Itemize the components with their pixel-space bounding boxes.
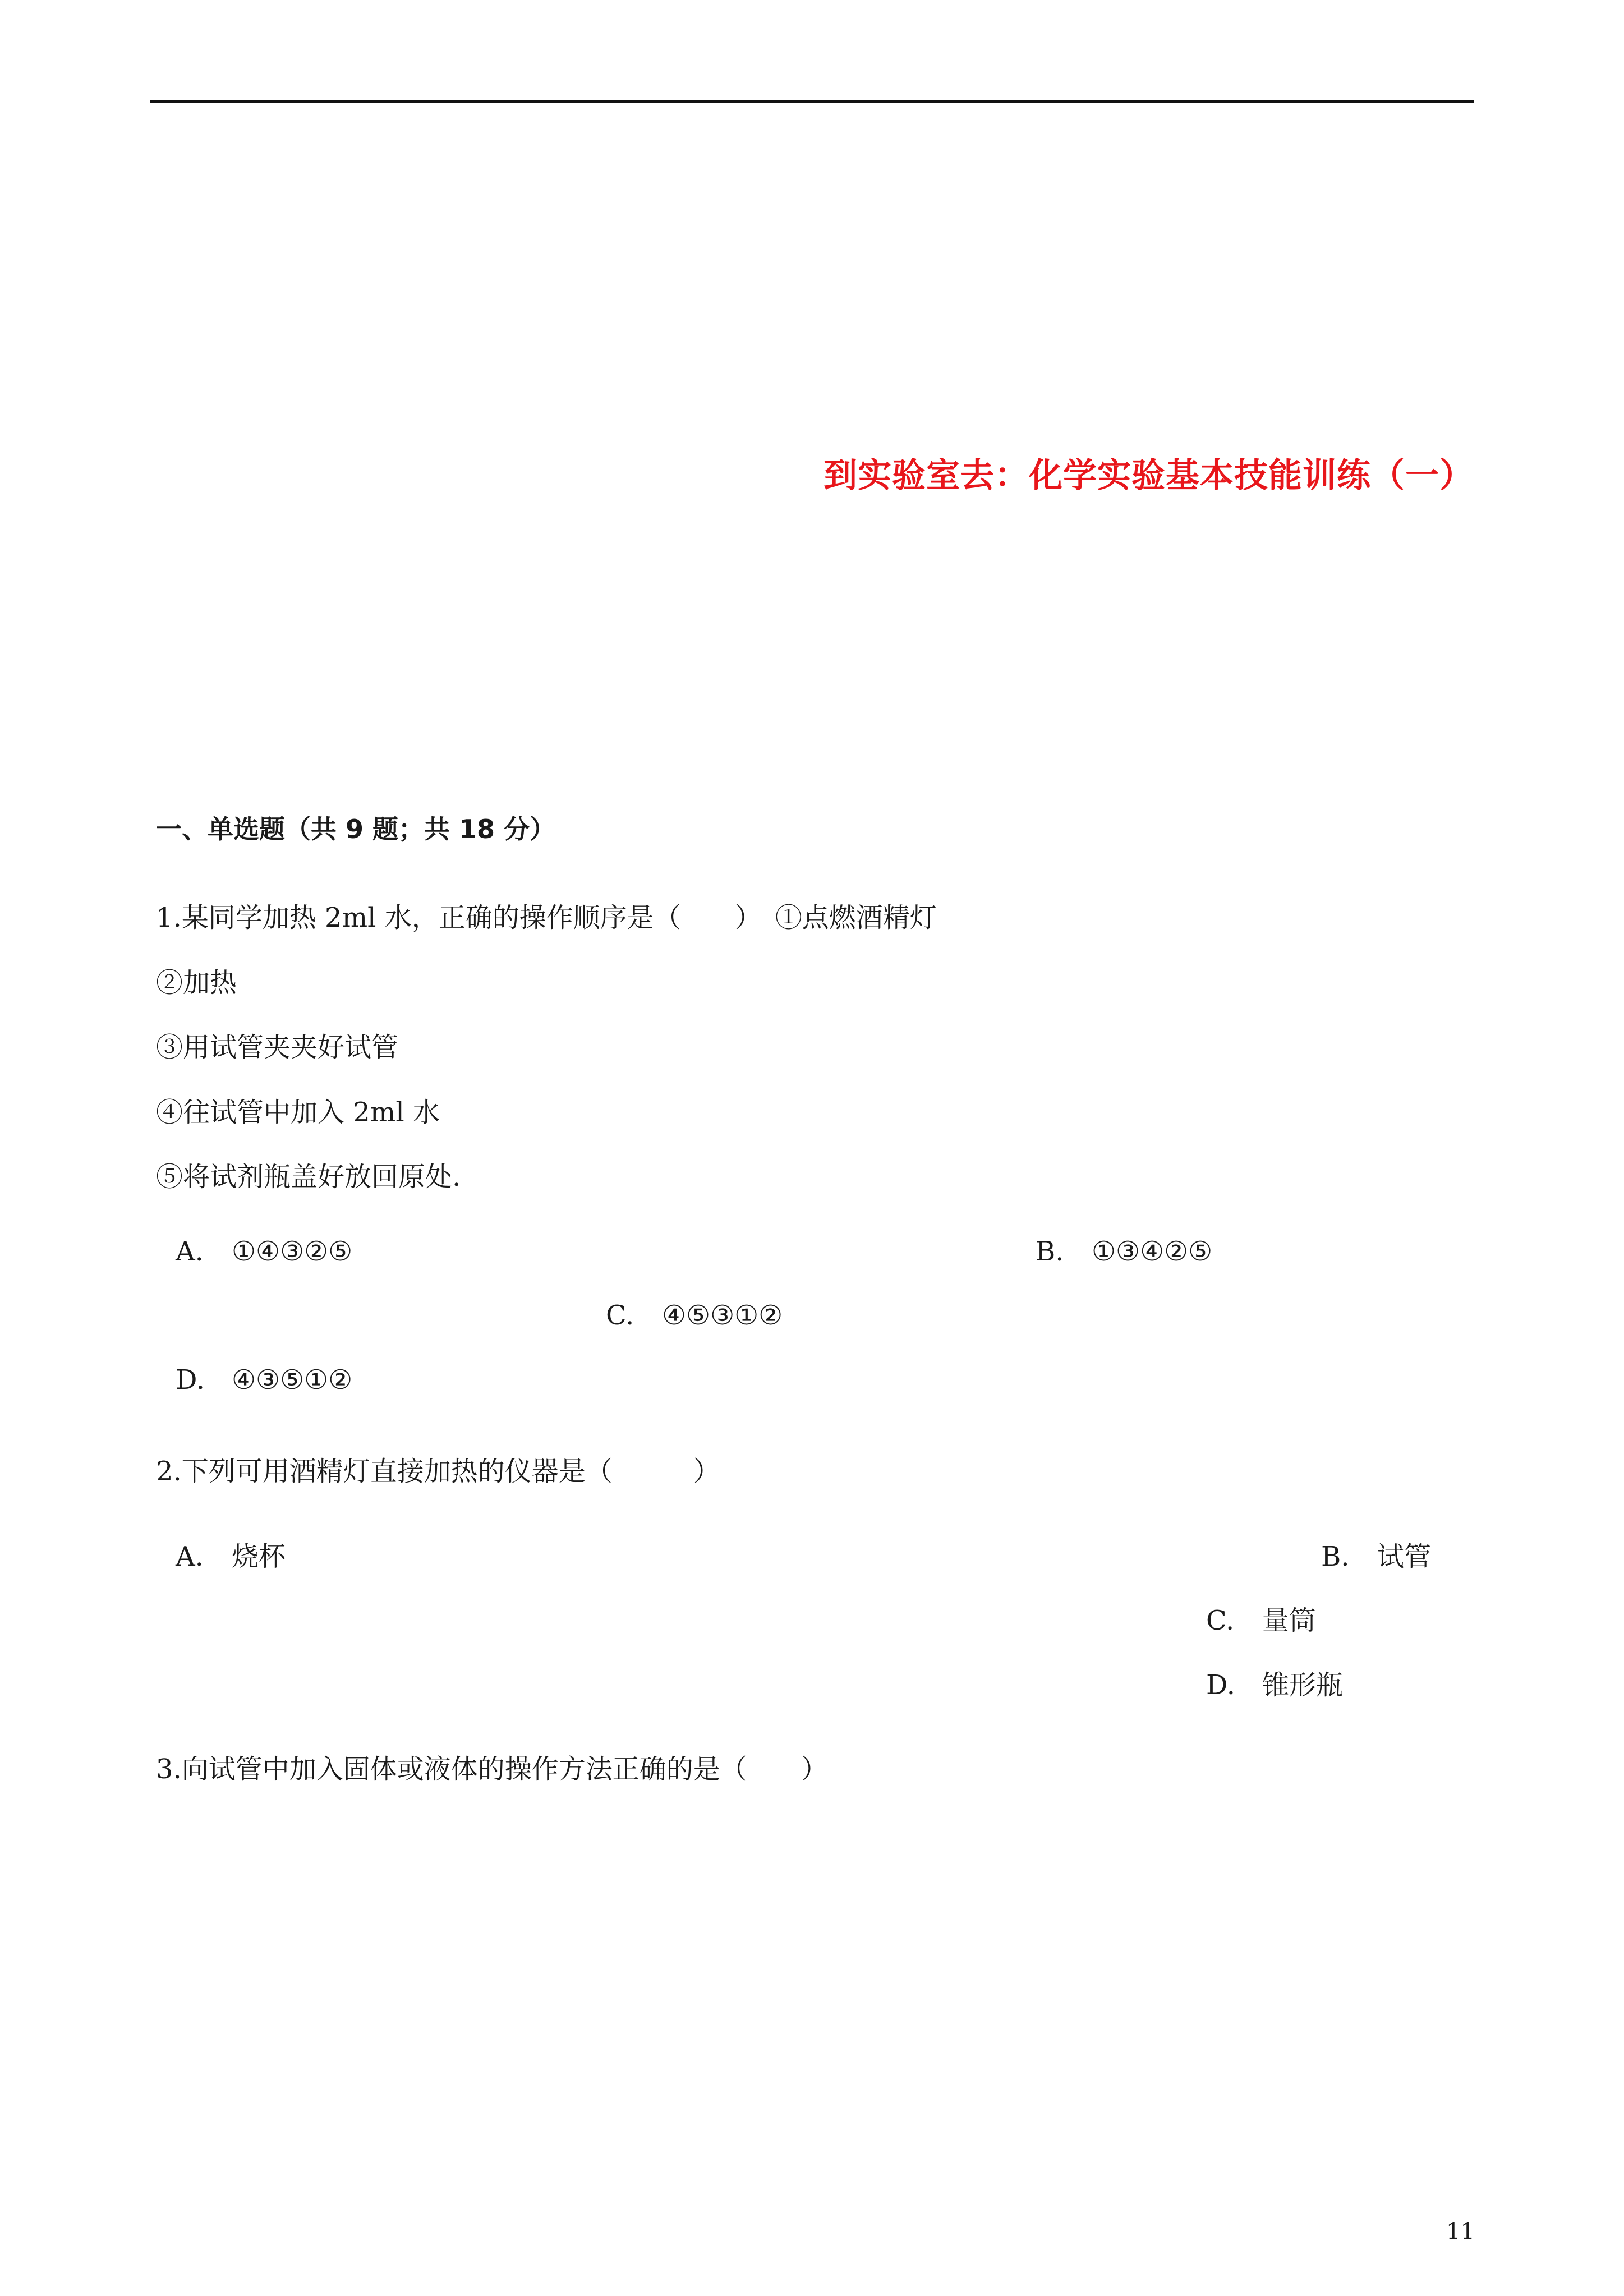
page-title: 到实验室去：化学实验基本技能训练（一）: [823, 456, 1474, 495]
question-2-stem: 2.下列可用酒精灯直接加热的仪器是（ ）: [156, 1456, 720, 1487]
question-1-option-a[interactable]: [176, 1236, 352, 1267]
option-text: ④③⑤①②: [232, 1364, 353, 1396]
option-letter: D.: [176, 1364, 205, 1396]
question-1-step-2: ②加热: [156, 967, 237, 999]
question-1-option-c[interactable]: [606, 1300, 783, 1331]
option-letter: C.: [606, 1300, 634, 1331]
option-letter: D.: [1206, 1669, 1236, 1701]
question-1-step-5: ⑤将试剂瓶盖好放回原处.: [156, 1161, 461, 1193]
option-letter: C.: [1206, 1605, 1235, 1636]
question-2-option-a[interactable]: [176, 1535, 286, 1573]
option-text: ④⑤③①②: [662, 1300, 783, 1331]
section-heading: 一、单选题（共 9 题；共 18 分）: [156, 814, 556, 844]
option-text: 试管: [1377, 1541, 1432, 1572]
question-1-stem: 1.某同学加热 2ml 水，正确的操作顺序是（ ） ①点燃酒精灯: [156, 902, 937, 933]
option-text: ①④③②⑤: [232, 1236, 353, 1267]
option-letter: A.: [176, 1541, 204, 1572]
question-2-option-c[interactable]: [1206, 1599, 1316, 1637]
option-letter: B.: [1321, 1541, 1350, 1572]
question-2-option-d[interactable]: [1206, 1663, 1343, 1702]
option-text: 锥形瓶: [1262, 1669, 1344, 1701]
option-text: 烧杯: [232, 1541, 286, 1572]
question-1-option-b[interactable]: [1036, 1236, 1212, 1267]
option-letter: B.: [1036, 1236, 1064, 1267]
question-3-stem: 3.向试管中加入固体或液体的操作方法正确的是（ ）: [156, 1754, 828, 1785]
page-number: 11: [1446, 2219, 1475, 2244]
question-1-option-d[interactable]: [176, 1364, 352, 1396]
option-text: 量筒: [1262, 1605, 1317, 1636]
question-1-step-4: ④往试管中加入 2ml 水: [156, 1097, 440, 1128]
question-1-step-3: ③用试管夹夹好试管: [156, 1032, 399, 1063]
option-letter: A.: [176, 1236, 204, 1267]
header-rule: [150, 100, 1474, 103]
option-text: ①③④②⑤: [1092, 1236, 1213, 1267]
question-2-option-b[interactable]: [1321, 1535, 1431, 1573]
